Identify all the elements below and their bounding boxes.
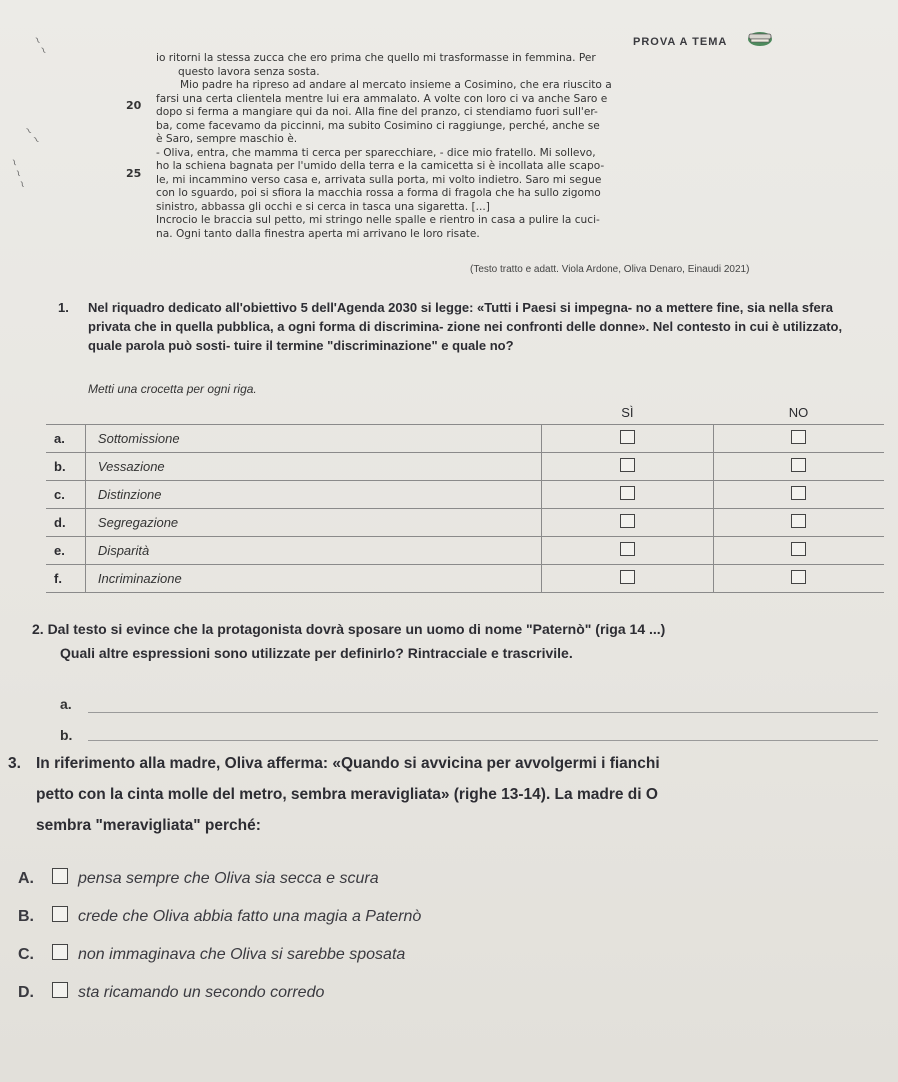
row-letter: a.	[46, 425, 85, 453]
row-letter: d.	[46, 509, 85, 537]
question-3	[8, 748, 660, 841]
si-cell	[542, 509, 713, 537]
si-checkbox[interactable]	[620, 570, 635, 584]
option-b[interactable]: B. crede che Oliva abbia fatto una magia a Paternò	[18, 908, 422, 925]
si-cell	[542, 425, 713, 453]
no-checkbox[interactable]	[791, 458, 806, 472]
si-checkbox[interactable]	[620, 514, 635, 528]
margin-scribble: ~ ~ ~	[7, 156, 29, 191]
passage-line: ba, come facevamo da piccinni, ma subito Cosimino ci raggiunge, perché, anche se	[156, 119, 600, 132]
si-cell	[542, 565, 713, 593]
si-checkbox[interactable]	[620, 542, 635, 556]
answer-grid	[46, 400, 884, 593]
grid-row	[46, 425, 884, 453]
no-checkbox[interactable]	[791, 514, 806, 528]
no-cell	[713, 509, 884, 537]
passage-line: è Saro, sempre maschio è.	[156, 133, 298, 145]
no-cell	[713, 565, 884, 593]
row-term: Distinzione	[85, 481, 541, 509]
row-term: Segregazione	[85, 509, 541, 537]
no-checkbox[interactable]	[791, 430, 806, 444]
margin-scribble: ~ ~	[21, 124, 43, 147]
row-letter: f.	[46, 565, 85, 593]
passage-line: le, mi incammino verso casa e, arrivata sulla porta, mi volto indietro. Saro mi segue	[156, 173, 602, 186]
grid-row	[46, 509, 884, 537]
row-term: Sottomissione	[85, 425, 541, 453]
question-subtext: Quali altre espressioni sono utilizzate per definirlo? Rintracciale e trascrivile.	[60, 645, 573, 661]
answer-label-a: a.	[60, 696, 72, 712]
question-number: 3.	[8, 755, 21, 772]
passage-line: - Oliva, entra, che mamma ti cerca per sparecchiare, - dice mio fratello. Mi sollevo,	[156, 146, 596, 159]
checkbox[interactable]	[52, 944, 68, 960]
no-cell	[713, 425, 884, 453]
answer-label-b: b.	[60, 727, 73, 743]
si-cell	[542, 481, 713, 509]
passage-line: ho la schiena bagnata per l'umido della terra e la camicetta si è incollata alle scapo-	[156, 160, 605, 172]
si-checkbox[interactable]	[620, 486, 635, 500]
row-term: Disparità	[85, 537, 541, 565]
column-header-si: SÌ	[621, 404, 634, 420]
line-number-20: 20	[126, 99, 142, 112]
option-a[interactable]: A. pensa sempre che Oliva sia secca e scura	[18, 870, 379, 887]
passage-line: Mio padre ha ripreso ad andare al mercato insieme a Cosimino, che era riuscito a	[180, 79, 612, 91]
reading-passage	[126, 52, 876, 241]
passage-line: io ritorni la stessa zucca che ero prima che quello mi trasformasse in femmina. Per	[156, 52, 596, 64]
grid-row	[46, 565, 884, 593]
column-header-no: NO	[788, 404, 809, 420]
answer-line-b[interactable]	[88, 740, 878, 741]
question-text: sembra "meravigliata" perché:	[36, 817, 261, 834]
checkbox[interactable]	[52, 982, 68, 998]
no-cell	[713, 481, 884, 509]
passage-line: sinistro, abbassa gli occhi e si cerca in tasca una sigaretta. [...]	[156, 200, 490, 213]
passage-line: farsi una certa clientela mentre lui era ammalato. A volte con loro ci va anche Saro e	[156, 92, 608, 105]
row-term: Incriminazione	[85, 565, 541, 593]
question-text: Nel riquadro dedicato all'obiettivo 5 dell'Agenda 2030 si legge: «Tutti i Paesi si impegna- no a mettere fine, sia nella sfera privata che in quella pubblica, a ogni forma di discrimina- zione nei confronti delle donne». Nel contesto in cui è utilizzato, quale parola può sosti- tuire il termine "discriminazione" e quale no?	[88, 300, 843, 353]
question-text: petto con la cinta molle del metro, sembra meravigliata» (righe 13-14). La madre di O	[36, 786, 658, 803]
row-letter: c.	[46, 481, 85, 509]
si-cell	[542, 453, 713, 481]
question-1	[60, 298, 860, 355]
passage-line: na. Ogni tanto dalla finestra aperta mi arrivano le loro risate.	[156, 227, 480, 240]
no-cell	[713, 453, 884, 481]
question-number: 1.	[58, 300, 69, 315]
question-text: In riferimento alla madre, Oliva afferma: «Quando si avvicina per avvolgermi i fianchi	[36, 755, 660, 772]
row-letter: b.	[46, 453, 85, 481]
answer-line-a[interactable]	[88, 712, 878, 713]
si-checkbox[interactable]	[620, 430, 635, 444]
section-header: PROVA A TEMA	[633, 36, 728, 48]
grid-row	[46, 453, 884, 481]
passage-line: Incrocio le braccia sul petto, mi stringo nelle spalle e rientro in casa a pulire la cuci-	[156, 214, 600, 226]
checkbox[interactable]	[52, 868, 68, 884]
no-checkbox[interactable]	[791, 486, 806, 500]
margin-scribble: ~ ~	[30, 34, 50, 57]
grid-row	[46, 481, 884, 509]
passage-line: questo lavora senza sosta.	[178, 65, 320, 78]
row-letter: e.	[46, 537, 85, 565]
grid-body	[46, 425, 884, 593]
instruction-text: Metti una crocetta per ogni riga.	[88, 382, 257, 396]
book-stack-icon	[746, 28, 774, 48]
checkbox[interactable]	[52, 906, 68, 922]
si-checkbox[interactable]	[620, 458, 635, 472]
option-d[interactable]: D. sta ricamando un secondo corredo	[18, 984, 325, 1001]
question-2	[32, 617, 665, 665]
grid-row	[46, 537, 884, 565]
passage-line: dopo si ferma a mangiare qui da noi. Alla fine del pranzo, ci stendiamo fuori sull'er-	[156, 106, 598, 118]
passage-source: (Testo tratto e adatt. Viola Ardone, Oliva Denaro, Einaudi 2021)	[470, 264, 750, 275]
si-cell	[542, 537, 713, 565]
no-checkbox[interactable]	[791, 542, 806, 556]
question-text: 2. Dal testo si evince che la protagonista dovrà sposare un uomo di nome "Paternò" (riga 14 ...)	[32, 621, 666, 637]
passage-line: con lo sguardo, poi si sfiora la macchia rossa a forma di fragola che ha sullo zigomo	[156, 187, 601, 199]
no-cell	[713, 537, 884, 565]
line-number-25: 25	[126, 167, 142, 180]
row-term: Vessazione	[85, 453, 541, 481]
no-checkbox[interactable]	[791, 570, 806, 584]
option-c[interactable]: C. non immaginava che Oliva si sarebbe sposata	[18, 946, 406, 963]
